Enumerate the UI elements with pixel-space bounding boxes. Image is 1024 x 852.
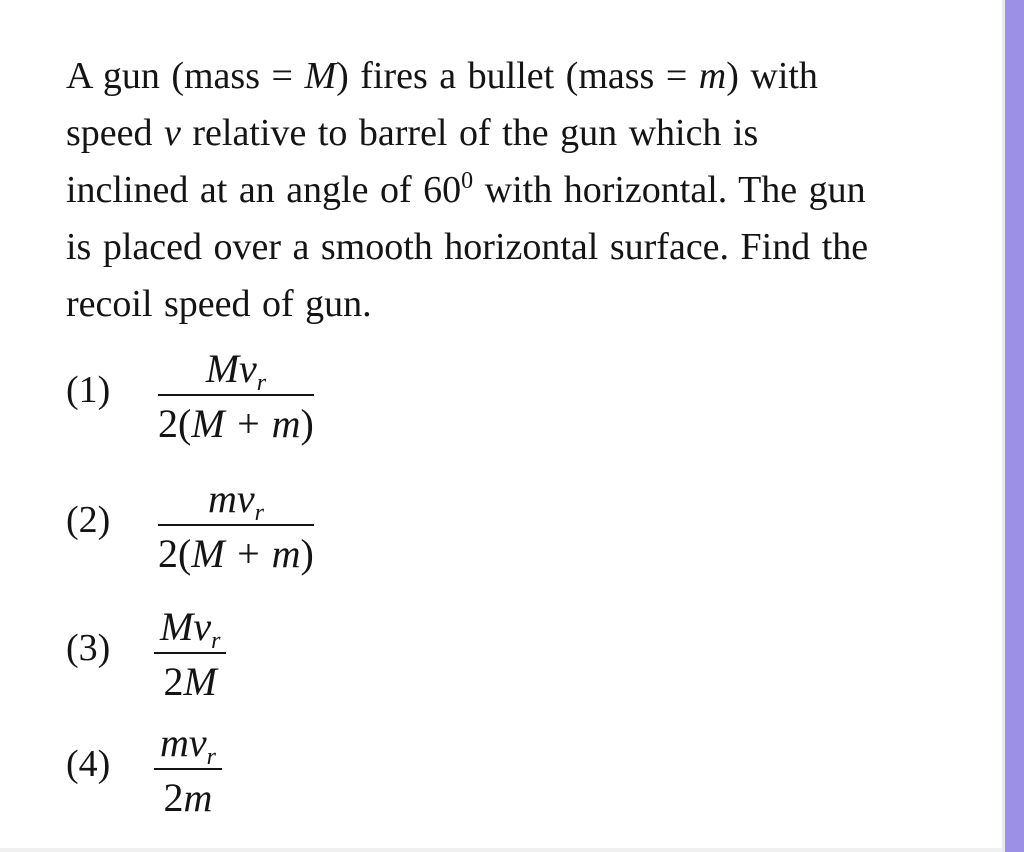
- fraction-numerator: [154, 606, 226, 652]
- question-text-segment: inclined at an angle of 60: [66, 169, 462, 211]
- fraction-denominator: [154, 654, 226, 704]
- question-text: [66, 48, 930, 333]
- denominator-expr: M + m: [191, 531, 301, 576]
- fraction-denominator: [158, 526, 314, 576]
- numerator-subscript: r: [211, 628, 221, 654]
- denominator-suffix: ): [300, 531, 314, 576]
- numerator-subscript: r: [256, 370, 267, 396]
- denominator-prefix: 2: [163, 659, 184, 704]
- denominator-prefix: 2: [163, 775, 184, 820]
- option-fraction: [154, 606, 226, 704]
- speed-symbol-v: v: [164, 112, 181, 154]
- question-text-segment: ) fires a bullet (mass =: [336, 55, 699, 97]
- option-4[interactable]: [66, 722, 466, 832]
- denominator-expr: M + m: [191, 401, 301, 446]
- fraction-denominator: [158, 396, 314, 446]
- numerator-subscript: r: [206, 744, 216, 770]
- question-line-1: [66, 48, 930, 105]
- denominator-expr: m: [183, 775, 213, 820]
- question-text-segment: speed: [66, 112, 165, 154]
- option-label: (3): [66, 627, 111, 669]
- fraction-numerator: [158, 348, 314, 394]
- numerator-var: Mv: [160, 604, 212, 649]
- mass-symbol-M: M: [304, 55, 337, 97]
- numerator-subscript: r: [254, 500, 264, 526]
- numerator-var: mv: [160, 720, 207, 765]
- option-label: (4): [66, 743, 111, 785]
- fraction-numerator: [158, 478, 314, 524]
- fraction-denominator: [154, 770, 222, 820]
- question-text-segment: relative to barrel of the gun which is: [180, 112, 759, 154]
- mass-symbol-m: m: [698, 55, 727, 97]
- denominator-suffix: ): [300, 401, 314, 446]
- denominator-prefix: 2(: [158, 401, 192, 446]
- right-edge-scrollbar: [1002, 0, 1024, 852]
- denominator-expr: M: [183, 659, 217, 704]
- denominator-prefix: 2(: [158, 531, 192, 576]
- question-line-3: [66, 162, 930, 219]
- option-3[interactable]: [66, 606, 466, 716]
- option-fraction: [158, 478, 314, 576]
- option-fraction: [158, 348, 314, 446]
- option-2[interactable]: [66, 478, 466, 588]
- question-text-segment: A gun (mass =: [66, 55, 305, 97]
- question-line-2: [66, 105, 930, 162]
- numerator-var: Mv: [205, 346, 257, 391]
- option-fraction: [154, 722, 222, 820]
- fraction-numerator: [154, 722, 222, 768]
- question-line-5: recoil speed of gun.: [66, 283, 372, 325]
- numerator-var: mv: [207, 476, 255, 521]
- degree-symbol: 0: [461, 168, 474, 194]
- question-text-segment: ) with: [726, 55, 818, 97]
- question-text-segment: with horizontal. The gun: [473, 169, 866, 211]
- bottom-divider: [0, 848, 1002, 852]
- question-line-4: is placed over a smooth horizontal surface. Find the: [66, 226, 869, 268]
- option-1[interactable]: [66, 348, 466, 458]
- option-label: (2): [66, 499, 111, 541]
- option-label: (1): [66, 369, 111, 411]
